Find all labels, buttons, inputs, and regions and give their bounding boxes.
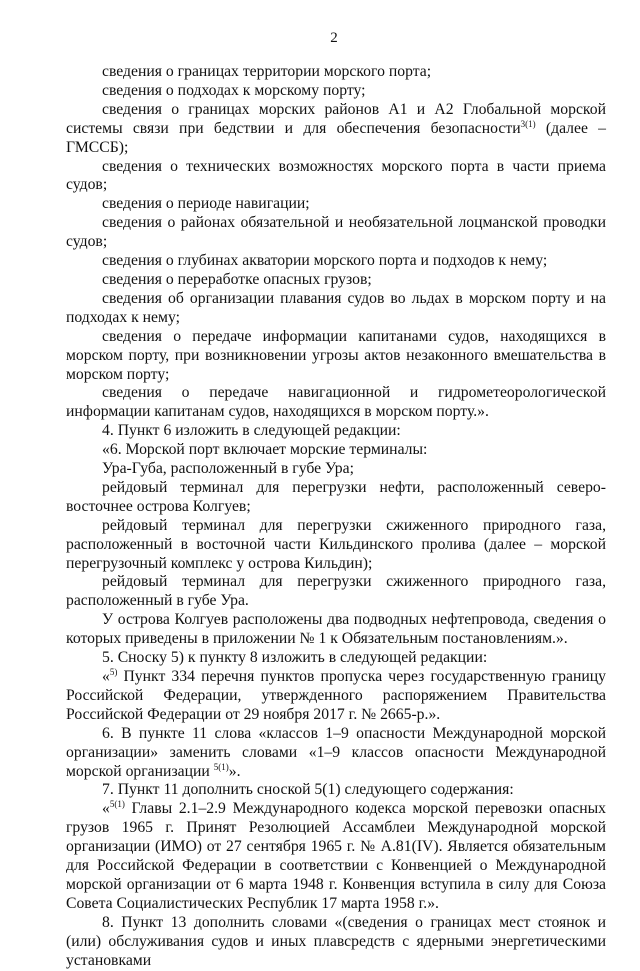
- paragraph: 8. Пункт 13 дополнить словами «(сведения о границах мест стоянок и (или) обслуживания судов и иных плавсредств с ядерными энергетическими установками: [66, 913, 606, 969]
- paragraph: сведения о периоде навигации;: [102, 195, 310, 213]
- paragraph: 6. В пункте 11 слова «классов 1–9 опасности Международной морской организации» заменить словами «1–9 классов опасности Международной морской организации $^{5(1)}$».: [66, 724, 606, 780]
- paragraph: рейдовый терминал для перегрузки нефти, расположенный северо-восточнее острова Колгуев;: [66, 478, 606, 515]
- paragraph: 4. Пункт 6 изложить в следующей редакции:: [102, 422, 401, 440]
- page-number: 2: [330, 30, 338, 46]
- paragraph: сведения о районах обязательной и необязательной лоцманской проводки судов;: [66, 214, 606, 251]
- paragraph: сведения о переработке опасных грузов;: [102, 270, 372, 288]
- paragraph: сведения о передаче навигационной и гидрометеорологической информации капитанам судов, находящихся в морском порту.».: [66, 384, 606, 421]
- paragraph: сведения о передаче информации капитанами судов, находящихся в морском порту, при возникновении угрозы актов незаконного вмешательства в морском порту;: [66, 327, 606, 383]
- document-body: [66, 63, 606, 971]
- paragraph: рейдовый терминал для перегрузки сжиженного природного газа, расположенный в губе Ура.: [66, 573, 606, 610]
- paragraph: «$^{5)}$ Пункт 334 перечня пунктов пропуска через государственную границу Российской Федерации, утвержденного распоряжением Правительства Российской Федерации от 29 ноября 2017 г. № 2665-р.».: [66, 667, 606, 723]
- footnote-marker: 5(1): [213, 761, 229, 772]
- footnote-marker: 3(1): [520, 118, 536, 129]
- paragraph: сведения о границах территории морского порта;: [102, 63, 432, 80]
- paragraph: сведения о глубинах акватории морского порта и подходов к нему;: [102, 252, 548, 270]
- paragraph: сведения об организации плавания судов во льдах в морском порту и на подходах к нему;: [66, 289, 606, 326]
- footnote-marker: 5(1): [109, 799, 125, 810]
- paragraph: сведения о технических возможностях морского порта в части приема судов;: [66, 157, 606, 194]
- paragraph: Ура-Губа, расположенный в губе Ура;: [102, 460, 354, 478]
- paragraph: У острова Колгуев расположены два подводных нефтепровода, сведения о которых приведены в приложении № 1 к Обязательным постановлениям.».: [66, 611, 606, 648]
- paragraph: «6. Морской порт включает морские терминалы:: [102, 441, 428, 459]
- paragraph: 5. Сноску 5) к пункту 8 изложить в следующей редакции:: [102, 649, 488, 667]
- paragraph: сведения о границах морских районов А1 и А2 Глобальной морской системы связи при бедствии и для обеспечения безопасности$^{3(1)}$ (далее – ГМССБ);: [66, 100, 607, 156]
- paragraph: сведения о подходах к морскому порту;: [102, 81, 366, 99]
- paragraph: 7. Пункт 11 дополнить сноской 5(1) следующего содержания:: [102, 781, 514, 799]
- footnote-marker: 5): [109, 667, 118, 677]
- paragraph: «$^{5(1)}$ Главы 2.1–2.9 Международного кодекса морской перевозки опасных грузов 1965 г. Принят Резолюцией Ассамблеи Международной морской организации (ИМО) от 27 сентября 1965 г. № А.81(IV). Является обязательным для Российской Федерации в соответствии с Конвенцией о Международной морской организации от 6 марта 1948 г. Конвенция вступила в силу для Союза Совета Социалистических Республик 17 марта 1958 г.».: [66, 799, 606, 912]
- paragraph: рейдовый терминал для перегрузки сжиженного природного газа, расположенный в восточной части Кильдинского пролива (далее – морской перегрузочный комплекс у острова Кильдин);: [66, 516, 606, 572]
